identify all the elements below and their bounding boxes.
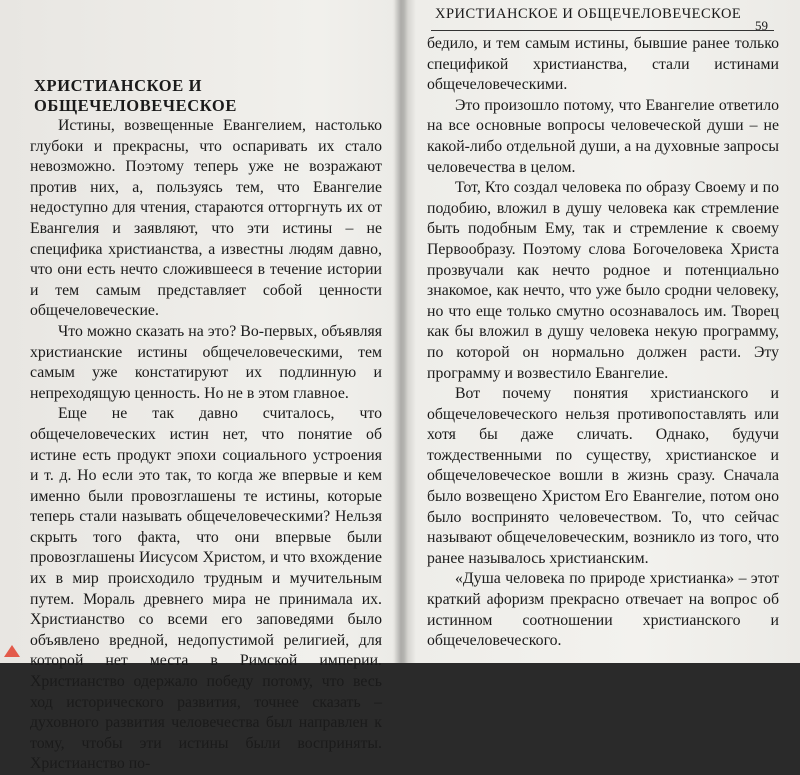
paragraph: Еще не так давно считалось, что общечеловеческих истин нет, что понятие об истине есть продукт эпохи социального устроения и т. д. Но если это так, то когда же впервые и кем именно были провозглашены те истины, которые теперь стали называть общечеловеческими? Нельзя скрыть того факта, что они впервые были провозглашены Иисусом Христом, и что вхождение их в мир происходило трудным и мучительным путем. Мораль древнего мира не принимала их. Христианство со всеми его заповедями было объявлено вредной, недопустимой религией, для которой нет места в Римской империи. Христианство одержало победу потому, что весь ход исторического развития, точнее сказать – духовного развития человечества был направлен к тому, чтобы эти истины были восприняты. Христианство по-	[30, 405, 382, 773]
corner-mark-icon	[4, 645, 20, 657]
chapter-title: ХРИСТИАНСКОЕ И ОБЩЕЧЕЛОВЕЧЕСКОЕ	[34, 76, 237, 115]
paragraph: Тот, Кто создал человека по образу Своему и по подобию, вложил в душу человека как стремление быть подобным Ему, так и стремление к своему Первообразу. Поэтому слова Богочеловека Христа прозвучали как нечто родное и потенциально знакомое, как нечто, что уже было сродни человеку, но что еще только смутно осознавалось им. Творец как бы вложил в душу человека некую программу, по которой он нормально должен расти. Эту программу и возвестило Евангелие.	[427, 179, 779, 382]
paragraph: «Душа человека по природе христианка» – этот краткий афоризм прекрасно отвечает на вопрос об истинном соотношении христианского и общечеловеческого.	[427, 570, 779, 650]
paragraph: Вот почему понятия христианского и общечеловеческого нельзя противопоставлять или хотя бы даже сличать. Однако, будучи тождественными по существу, христианское и общечеловеческое вошли в жизнь сразу. Сначала было возвещено Христом Его Евангелие, потом оно было воспринято человечеством. То, что сейчас называют общечеловеческим, возникло из того, что ранее называлось христианским.	[427, 385, 779, 567]
right-page-text	[427, 34, 779, 652]
left-page-text	[30, 116, 382, 775]
right-page	[405, 0, 800, 663]
paragraph: Что можно сказать на это? Во-первых, объявляя христианские истины общечеловеческими, тем самым уже констатируют их подлинную и непреходящую ценность. Но не в этом главное.	[30, 322, 382, 402]
page-number: 59	[755, 18, 768, 33]
left-page	[0, 0, 400, 773]
paragraph: Истины, возвещенные Евангелием, настолько глубоки и прекрасны, что оспаривать их стало невозможно. Поэтому теперь уже не возражают против них, а, пользуясь тем, что Евангелие недоступно для чтения, стараются отторгнуть их от Евангелия и заявляют, что эти истины – не специфика христианства, а известны людям давно, что они есть нечто сложившееся в течение истории и тем самым представляет собой ценности общечеловеческие.	[30, 117, 382, 320]
paragraph: Это произошло потому, что Евангелие ответило на все основные вопросы человеческой души – не какой-либо отдельной души, а на духовные запросы человечества в целом.	[427, 96, 779, 176]
running-head: ХРИСТИАНСКОЕ И ОБЩЕЧЕЛОВЕЧЕСКОЕ	[435, 6, 742, 22]
paragraph-continued: бедило, и тем самым истины, бывшие ранее только спецификой христианства, стали истинами общечеловеческими.	[427, 35, 779, 94]
header-rule	[431, 30, 774, 31]
